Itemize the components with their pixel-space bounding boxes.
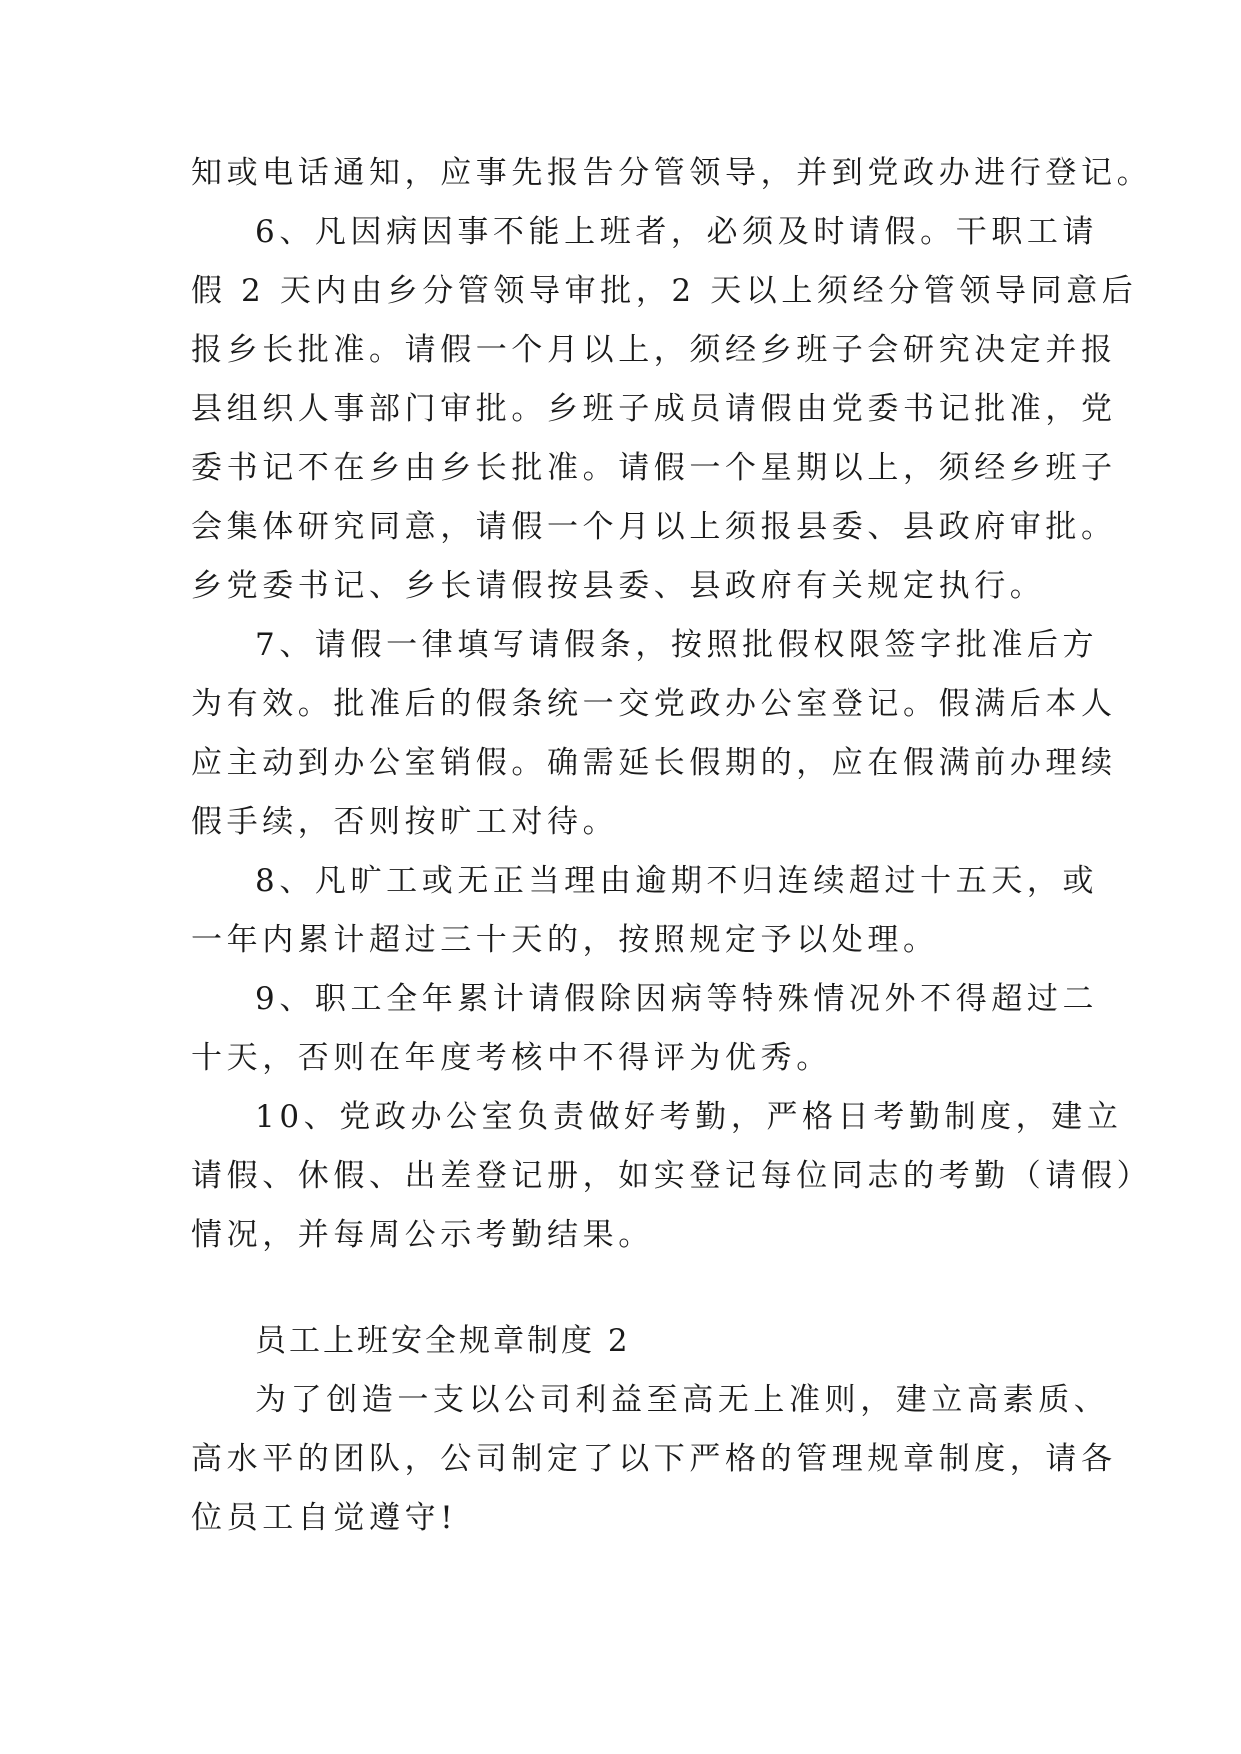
paragraph-line: 十天，否则在年度考核中不得评为优秀。 [191,1040,832,1076]
paragraph-line: 知或电话通知，应事先报告分管领导，并到党政办进行登记。 [191,155,1153,191]
paragraph-line: 7、请假一律填写请假条，按照批假权限签字批准后方 [255,627,1099,663]
paragraph-line: 情况，并每周公示考勤结果。 [191,1217,654,1253]
paragraph-line: 报乡长批准。请假一个月以上，须经乡班子会研究决定并报 [191,332,1117,368]
paragraph-line: 9、职工全年累计请假除因病等特殊情况外不得超过二 [255,981,1099,1017]
paragraph-line: 高水平的团队，公司制定了以下严格的管理规章制度，请各 [191,1441,1117,1477]
paragraph-line: 请假、休假、出差登记册，如实登记每位同志的考勤（请假） [191,1158,1153,1194]
section-heading: 员工上班安全规章制度 2 [255,1323,631,1359]
paragraph-line: 假手续，否则按旷工对待。 [191,804,619,840]
paragraph-line: 委书记不在乡由乡长批准。请假一个星期以上，须经乡班子 [191,450,1117,486]
paragraph-line: 8、凡旷工或无正当理由逾期不归连续超过十五天，或 [255,863,1099,899]
paragraph-line: 为了创造一支以公司利益至高无上准则，建立高素质、 [255,1382,1110,1418]
paragraph-line: 乡党委书记、乡长请假按县委、县政府有关规定执行。 [191,568,1046,604]
paragraph-line: 6、凡因病因事不能上班者，必须及时请假。干职工请 [255,214,1099,250]
paragraph-line: 位员工自觉遵守! [191,1500,458,1536]
paragraph-line: 假 2 天内由乡分管领导审批，2 天以上须经分管领导同意后 [191,273,1138,309]
paragraph-line: 应主动到办公室销假。确需延长假期的，应在假满前办理续 [191,745,1117,781]
paragraph-line: 10、党政办公室负责做好考勤，严格日考勤制度，建立 [255,1099,1123,1135]
paragraph-line: 县组织人事部门审批。乡班子成员请假由党委书记批准，党 [191,391,1117,427]
paragraph-line: 为有效。批准后的假条统一交党政办公室登记。假满后本人 [191,686,1117,722]
paragraph-line: 会集体研究同意，请假一个月以上须报县委、县政府审批。 [191,509,1117,545]
paragraph-line: 一年内累计超过三十天的，按照规定予以处理。 [191,922,939,958]
